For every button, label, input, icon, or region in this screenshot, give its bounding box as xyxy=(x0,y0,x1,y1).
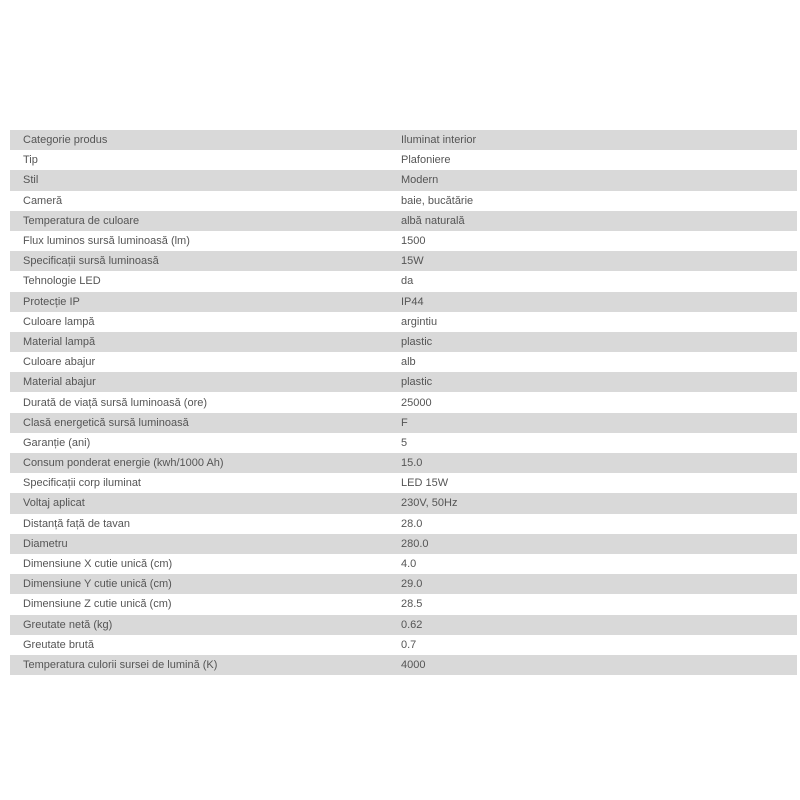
spec-label: Protecție IP xyxy=(23,295,80,308)
spec-value: 28.5 xyxy=(401,598,423,611)
spec-row xyxy=(10,433,797,453)
spec-label: Clasă energetică sursă luminoasă xyxy=(23,416,189,429)
spec-value: 15W xyxy=(401,255,424,268)
spec-row xyxy=(10,312,797,332)
spec-value: plastic xyxy=(401,335,433,348)
spec-value: 28.0 xyxy=(401,517,423,530)
spec-row xyxy=(10,554,797,574)
spec-row xyxy=(10,655,797,675)
spec-label: Durată de viață sursă luminoasă (ore) xyxy=(23,396,208,409)
spec-label: Greutate netă (kg) xyxy=(23,618,113,631)
spec-label: Consum ponderat energie (kwh/1000 Ah) xyxy=(23,457,224,470)
spec-label: Material abajur xyxy=(23,376,96,389)
spec-table xyxy=(10,130,797,675)
spec-label: Cameră xyxy=(23,194,63,207)
spec-row xyxy=(10,271,797,291)
spec-row xyxy=(10,372,797,392)
spec-label: Culoare lampă xyxy=(23,315,95,328)
spec-value: Modern xyxy=(401,174,439,187)
spec-label: Tehnologie LED xyxy=(23,275,101,288)
spec-value: argintiu xyxy=(401,315,438,328)
spec-row xyxy=(10,332,797,352)
spec-value: LED 15W xyxy=(401,477,449,490)
spec-row xyxy=(10,534,797,554)
spec-row xyxy=(10,594,797,614)
spec-value: 5 xyxy=(401,436,408,449)
spec-row xyxy=(10,574,797,594)
spec-label: Diametru xyxy=(23,537,68,550)
spec-label: Greutate brută xyxy=(23,638,94,651)
spec-label: Temperatura culorii sursei de lumină (K) xyxy=(23,658,218,671)
spec-label: Garanție (ani) xyxy=(23,436,91,449)
spec-label: Stil xyxy=(23,174,39,187)
spec-label: Flux luminos sursă luminoasă (lm) xyxy=(23,235,190,248)
spec-label: Voltaj aplicat xyxy=(23,497,85,510)
spec-value: 15.0 xyxy=(401,457,423,470)
spec-value: 4.0 xyxy=(401,558,417,571)
spec-label: Categorie produs xyxy=(23,134,108,147)
spec-value: 25000 xyxy=(401,396,432,409)
spec-value: 0.7 xyxy=(401,638,417,651)
spec-row xyxy=(10,170,797,190)
spec-value: IP44 xyxy=(401,295,424,308)
spec-value: 1500 xyxy=(401,235,426,248)
spec-value: da xyxy=(401,275,414,288)
spec-value: Plafoniere xyxy=(401,154,451,167)
spec-value: F xyxy=(401,416,408,429)
spec-value: Iluminat interior xyxy=(401,134,477,147)
spec-row xyxy=(10,453,797,473)
spec-label: Dimensiune Z cutie unică (cm) xyxy=(23,598,172,611)
spec-value: 29.0 xyxy=(401,578,423,591)
spec-row xyxy=(10,191,797,211)
spec-row xyxy=(10,352,797,372)
spec-value: baie, bucătărie xyxy=(401,194,474,207)
spec-value: alb xyxy=(401,356,416,369)
spec-row xyxy=(10,493,797,513)
spec-row xyxy=(10,292,797,312)
spec-label: Temperatura de culoare xyxy=(23,214,140,227)
spec-label: Culoare abajur xyxy=(23,356,96,369)
spec-value: 4000 xyxy=(401,658,426,671)
spec-row xyxy=(10,392,797,412)
spec-row xyxy=(10,615,797,635)
spec-row xyxy=(10,413,797,433)
spec-label: Specificații corp iluminat xyxy=(23,477,141,490)
spec-value: 0.62 xyxy=(401,618,423,631)
spec-label: Distanță față de tavan xyxy=(23,517,131,530)
spec-label: Tip xyxy=(23,154,38,167)
spec-value: albă naturală xyxy=(401,214,465,227)
spec-value: 280.0 xyxy=(401,537,429,550)
spec-label: Specificații sursă luminoasă xyxy=(23,255,159,268)
spec-row xyxy=(10,150,797,170)
spec-label: Material lampă xyxy=(23,335,96,348)
spec-label: Dimensiune Y cutie unică (cm) xyxy=(23,578,172,591)
spec-value: 230V, 50Hz xyxy=(401,497,458,510)
spec-row xyxy=(10,473,797,493)
spec-label: Dimensiune X cutie unică (cm) xyxy=(23,558,173,571)
spec-value: plastic xyxy=(401,376,433,389)
spec-row xyxy=(10,635,797,655)
spec-row xyxy=(10,514,797,534)
spec-row xyxy=(10,251,797,271)
spec-row xyxy=(10,211,797,231)
spec-row xyxy=(10,231,797,251)
spec-row xyxy=(10,130,797,150)
